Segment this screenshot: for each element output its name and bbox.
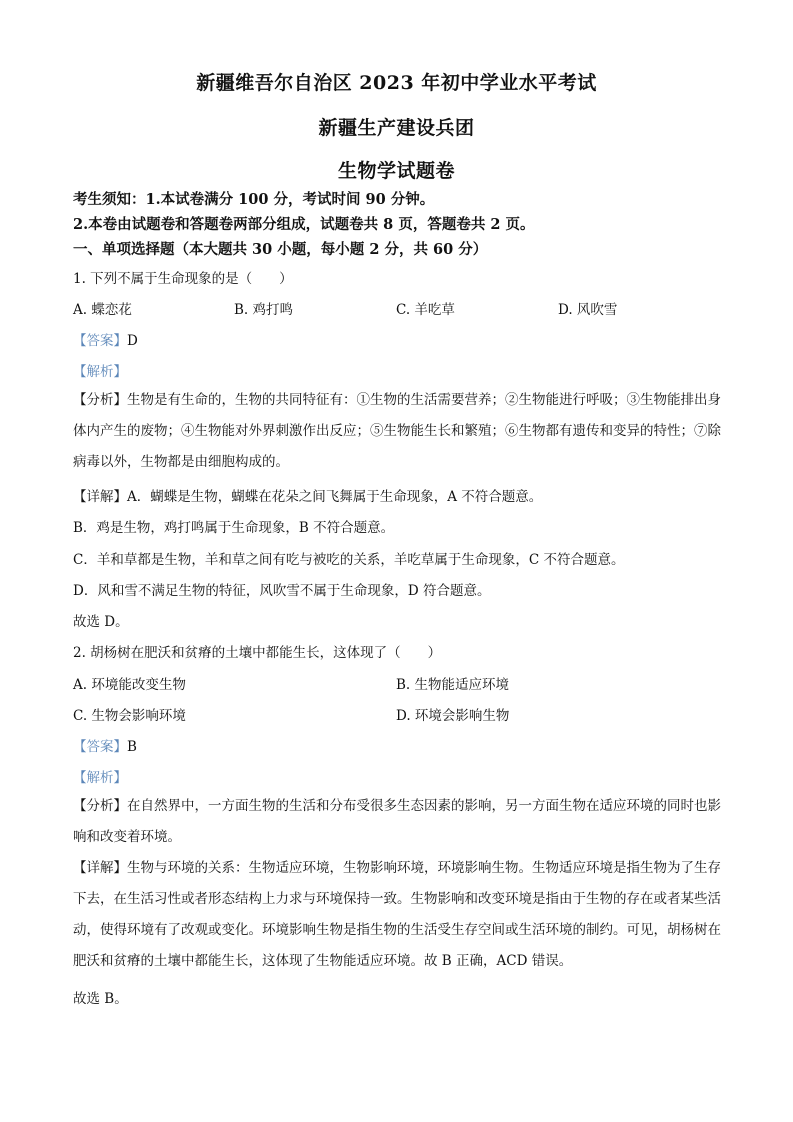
question-1-option-d: D. 风吹雪 (558, 302, 618, 318)
notice-line-2: 2.本卷由试题卷和答题卷两部分组成，试题卷共 8 页，答题卷共 2 页。 (73, 216, 535, 233)
fenxi-text: 在自然界中，一方面生物的生活和分布受很多生态因素的影响，另一方面生物在适应环境的同时也影响和改变着环境。 (73, 798, 721, 845)
question-1-xiangjie-c: C．羊和草都是生物，羊和草之间有吃与被吃的关系，羊吃草属于生命现象，C 不符合题意。 (73, 552, 625, 568)
answer-value: B (127, 739, 137, 755)
xiangjie-text: 生物与环境的关系：生物适应环境，生物影响环境，环境影响生物。生物适应环境是指生物为了生存下去，在生活习性或者形态结构上力求与环境保持一致。生物影响和改变环境是指由于生物的存在或者某些活动，使得环境有了改观或变化。环境影响生物是指生物的生活受生存空间或生活环境的制约。可见，胡杨树在肥沃和贫瘠的土壤中都能生长，这体现了生物能适应环境。故 B 正确，ACD 错误。 (73, 860, 721, 969)
answer-label: 【答案】 (73, 333, 127, 349)
question-2-conclusion: 故选 B。 (73, 991, 128, 1007)
answer-label: 【答案】 (73, 739, 127, 755)
question-1-xiangjie-a (73, 485, 542, 505)
question-1-xiangjie-d: D．风和雪不满足生物的特征，风吹雪不属于生命现象，D 符合题意。 (73, 583, 491, 599)
fenxi-label: 【分析】 (73, 798, 127, 814)
question-2-fenxi (73, 791, 721, 853)
question-2-analysis-label (73, 766, 127, 786)
xiangjie-line: A．蝴蝶是生物，蝴蝶在花朵之间飞舞属于生命现象，A 不符合题意。 (127, 489, 543, 505)
fenxi-text: 生物是有生命的，生物的共同特征有：①生物的生活需要营养；②生物能进行呼吸；③生物能排出身体内产生的废物；④生物能对外界刺激作出反应；⑤生物能生长和繁殖；⑥生物都有遗传和变异的特性；⑦除病毒以外，生物都是由细胞构成的。 (73, 392, 721, 470)
xiangjie-label: 【详解】 (73, 489, 127, 505)
question-2-answer (73, 735, 137, 755)
exam-subtitle-subject: 生物学试题卷 (337, 160, 455, 182)
question-1-option-c: C. 羊吃草 (396, 302, 455, 318)
section-heading: 一、单项选择题（本大题共 30 小题，每小题 2 分，共 60 分） (73, 241, 488, 258)
question-1-conclusion: 故选 D。 (73, 614, 129, 630)
exam-subtitle-organization: 新疆生产建设兵团 (318, 117, 475, 139)
question-1-stem: 1. 下列不属于生命现象的是（ ） (73, 271, 293, 287)
question-2-stem: 2. 胡杨树在肥沃和贫瘠的土壤中都能生长，这体现了（ ） (73, 645, 442, 661)
analysis-label: 【解析】 (73, 364, 127, 380)
xiangjie-label: 【详解】 (73, 860, 127, 876)
notice-line-1: 考生须知：1.本试卷满分 100 分，考试时间 90 分钟。 (73, 191, 435, 208)
question-1-xiangjie-b: B．鸡是生物，鸡打鸣属于生命现象，B 不符合题意。 (73, 520, 395, 536)
question-1-option-a: A. 蝶恋花 (73, 302, 132, 318)
answer-value: D (127, 333, 138, 349)
question-2-option-c: C. 生物会影响环境 (73, 708, 186, 724)
exam-title: 新疆维吾尔自治区 2023 年初中学业水平考试 (196, 72, 597, 94)
question-1-option-b: B. 鸡打鸣 (234, 302, 294, 318)
question-2-option-b: B. 生物能适应环境 (396, 677, 510, 693)
question-1-fenxi (73, 385, 721, 478)
fenxi-label: 【分析】 (73, 392, 127, 408)
analysis-label: 【解析】 (73, 770, 127, 786)
question-2-option-a: A. 环境能改变生物 (73, 677, 186, 693)
question-1-answer (73, 329, 138, 349)
question-2-xiangjie (73, 853, 721, 977)
question-1-analysis-label (73, 360, 127, 380)
question-2-option-d: D. 环境会影响生物 (396, 708, 510, 724)
